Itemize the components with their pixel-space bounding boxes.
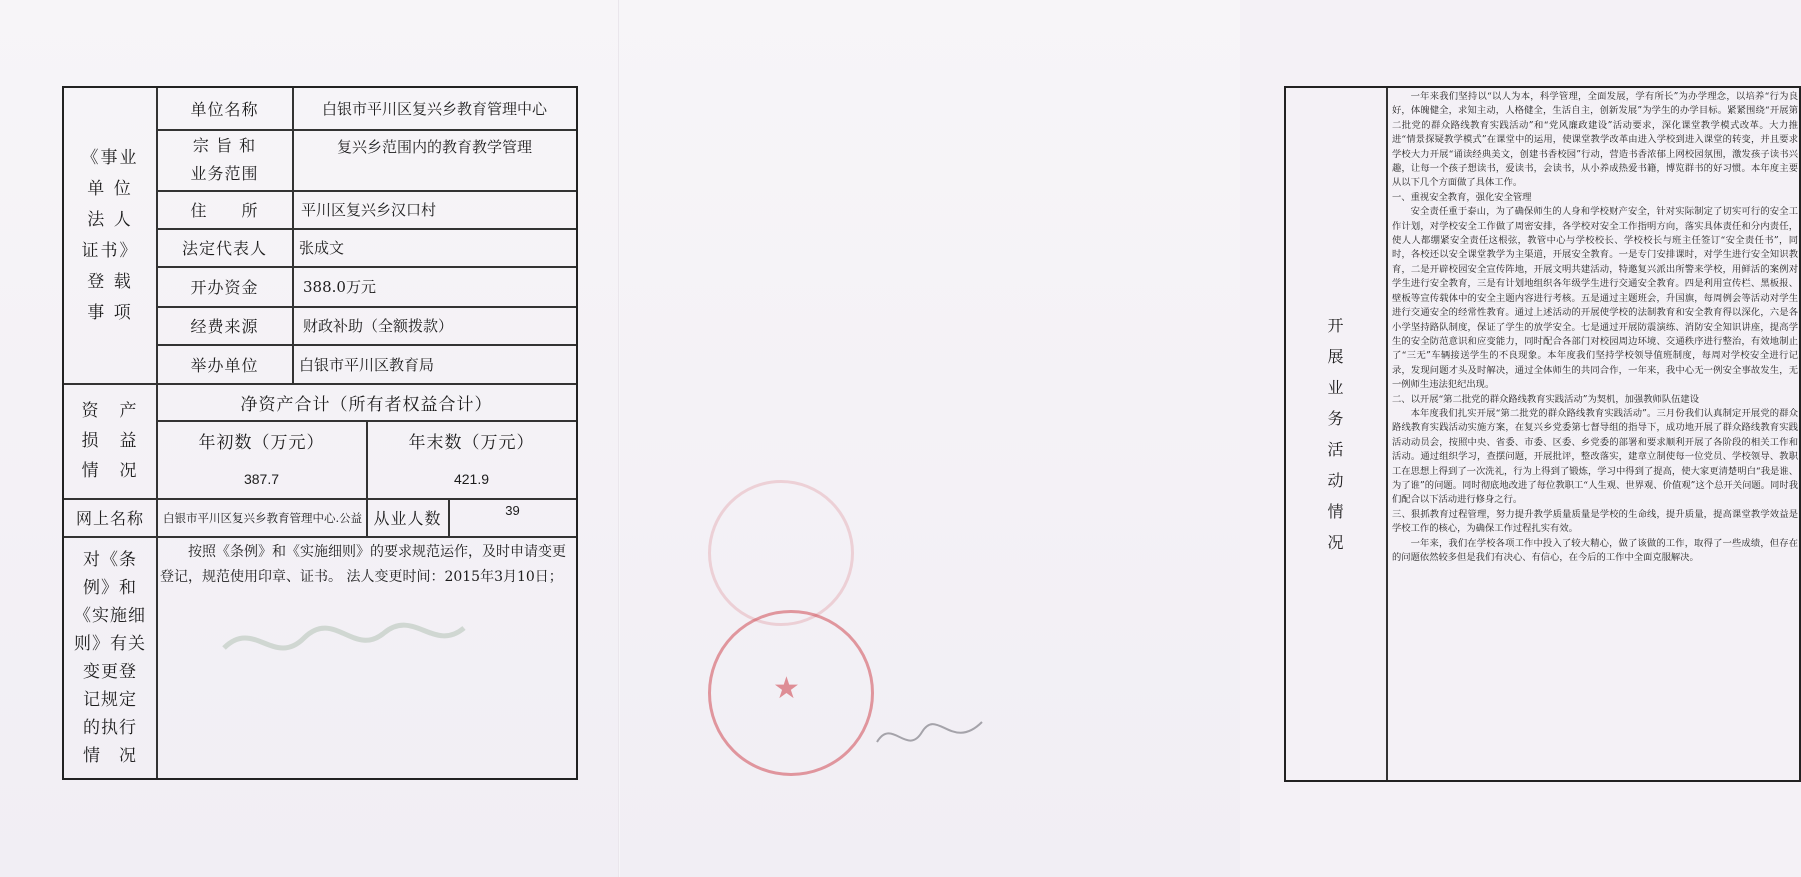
address-label: 住 所 [190,201,259,220]
activities-heading: 三、狠抓教育过程管理，努力提升教学质量质量是学校的生命线，提升质量，提高课堂教学效益是学校工作的核心，为确保工作过程扎实有效。 [1392,508,1798,535]
activities-paragraph: 本年度我们扎实开展“第二批党的群众路线教育实践活动”。三月份我们认真制定开展党的群众路线教育实践活动实施方案，在复兴乡党委第七督导组的指导下，成功地开展了群众路线教育实践活动动员会，按照中央、省委、市委、区委、乡党委的部署和要求顺利开展了各阶段的相关工作和活动。通过组织学习，查摆问题，开展批评，整改落实，建章立制使每一位党员、学校领导、教职工在思想上得到了一次洗礼，行为上得到了锻炼，学习中得到了提高，使大家更清楚明白“我是谁、为了谁”的问题。同时彻底地改进了每位教职工“人生观、世界观、价值观”这个总开关问题。同时我们配合以下活动进行修身之行。 [1392,407,1798,506]
legal-representative-value: 张成文 [299,239,345,257]
activities-table [1284,86,1801,782]
activities-heading: 二、以开展“第二批党的群众路线教育实践活动”为契机，加强教师队伍建设 [1392,393,1700,405]
activities-paragraph: 一年来我们坚持以“以人为本，科学管理，全面发展，学有所长”为办学理念，以培养“行为良好，体魄健全，求知主动，人格健全，生活自主，创新发展”为学生的办学目标。紧紧围绕“开展第二批党的群众路线教育实践活动”和“党风廉政建设”活动要求，深化课堂教学模式改革。大力推进“情景探疑教学模式”在课堂中的运用，使课堂教学改革由进入学校到进入课堂的转变，并且要求学校大力开展“诵读经典美文，创建书香校园”行动，营造书香浓郁上网校园氛围，激发孩子读书兴趣，让每一个孩子想读书，爱读书，会读书，从小养成热爱书籍，博览群书的好习惯。本年度主要从以下几个方面做了具体工作。 [1392,91,1798,189]
beginning-of-year-label: 年初数（万元） [198,432,325,453]
registration-table [62,86,578,780]
online-name-value: 白银市平川区复兴乡教育管理中心.公益 [163,510,363,525]
signature-mark [872,712,992,762]
unit-name-label: 单位名称 [190,100,259,119]
funding-source-value: 财政补助（全额拨款） [303,317,454,335]
activities-heading: 一、重视安全教育，强化安全管理 [1392,191,1532,203]
grid-line [1386,88,1388,780]
end-of-year-label: 年末数（万元） [408,432,535,453]
grid-line [156,498,158,778]
registration-block-label: 《事业 单 位 法 人 证书》 登 载 事 项 [81,147,139,323]
online-name-label: 网上名称 [75,509,144,528]
legal-representative-label: 法定代表人 [181,239,267,258]
assets-block-label: 资 产 损 益 情 况 [81,401,139,481]
beginning-of-year-value: 387.7 [243,471,280,487]
activities-body [1392,90,1798,780]
staff-count-value: 39 [505,503,520,518]
official-seal-stamp: ★ [708,610,874,776]
compliance-text: 按照《条例》和《实施细则》的要求规范运作，及时申请变更登记，规范使用印章、证书。 法人变更时间：2015年3月10日； [160,544,566,585]
purpose-scope-value: 复兴乡范围内的教育教学管理 [336,138,532,156]
end-of-year-value: 421.9 [453,471,490,487]
compliance-label: 对《条 例》和 《实施细 则》有关 变更登 记规定 的执行 情 况 [74,549,146,766]
right-page [620,0,1798,877]
net-assets-header: 净资产合计（所有者权益合计） [240,394,493,415]
start-up-capital-value: 388.0万元 [303,278,376,296]
activities-section-title: 开 展 业 务 活 动 情 况 [1327,316,1345,552]
start-up-capital-label: 开办资金 [190,278,259,297]
staff-count-label: 从业人数 [373,509,442,528]
address-value: 平川区复兴乡汉口村 [301,201,437,219]
activities-paragraph: 一年来，我们在学校各项工作中投入了较大精心，做了该做的工作，取得了一些成绩，但存在的问题依然较多但是我们有决心、有信心，在今后的工作中全面克服解决。 [1392,537,1798,563]
funding-source-label: 经费来源 [190,317,259,336]
unit-name-value: 白银市平川区复兴乡教育管理中心 [321,100,547,118]
sponsor-unit-label: 举办单位 [190,355,259,375]
purpose-scope-label: 宗 旨 和 业务范围 [190,136,259,183]
sponsor-unit-value: 白银市平川区教育局 [299,355,435,374]
activities-paragraph: 安全责任重于泰山，为了确保师生的人身和学校财产安全，针对实际制定了切实可行的安全工作计划，对学校安全工作做了周密安排，各学校对安全工作指明方向，落实具体责任和分内责任，使人人都绷紧安全责任这根弦，教管中心与学校校长、学校校长与班主任签订“安全责任书”，同时，各校还以安全课堂教学为主渠道，开展安全教育。一是专门安排课时，对学生进行安全知识教育，二是开辟校园安全宣传阵地，开展文明共建活动，特邀复兴派出所警来学校，用鲜活的案例对学生进行安全教育，三是有计划地组织各年级学生进行交通安全教育。四是利用宣传栏、黑板报、壁板等宣传载体中的安全主题内容进行考核。五是通过主题班会，升国旗，每周例会等活动对学生进行交通安全的经常性教育。通过上述活动的开展使学校的法制教育和安全教育得以深化，六是各小学坚持路队制度，保证了学生的放学安全。七是通过开展防震演练、消防安全知识讲座，提高学生的安全防范意识和应变能力，同时配合各部门对校园周边环境、交通秩序进行整治，有效地制止了“三无”车辆接送学生的不良现象。本年度我们坚持学校领导值班制度，每周对学校安全进行记录，发现问题才头及时解决，通过全体师生的共同合作，一年来，我中心无一例安全事故发生，无一例师生违法犯纪出现。 [1392,206,1798,391]
left-page [0,0,620,877]
faded-seal-stamp [708,480,854,626]
